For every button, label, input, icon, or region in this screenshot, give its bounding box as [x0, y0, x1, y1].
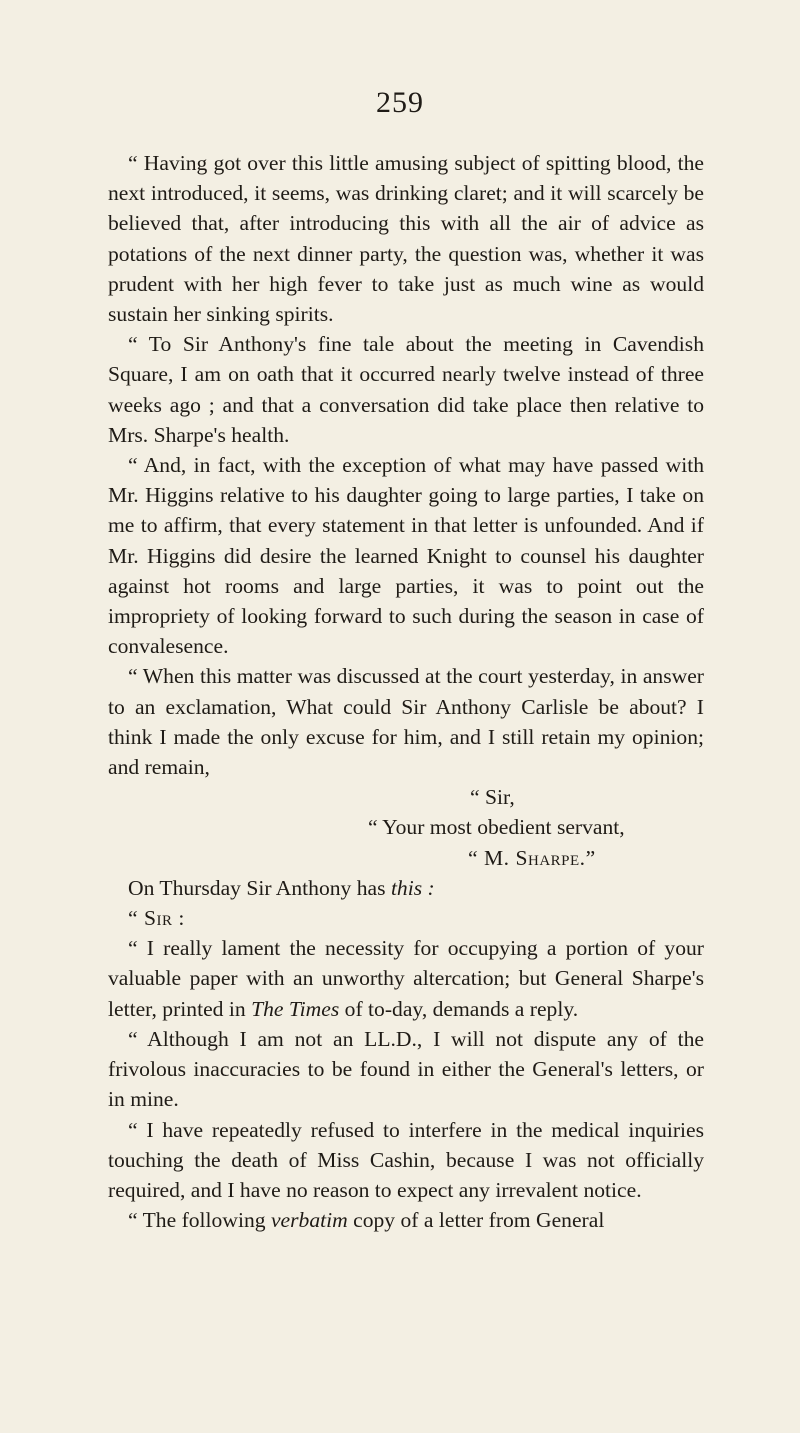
- lament-text-end: of to-day, demands a reply.: [344, 996, 579, 1021]
- paragraph-cavendish-square: “ To Sir Anthony's fine tale about the meeting in Cavendish Square, I am on oath that it occurred nearly twelve instead of three weeks ago ; and that a conversation did take place then relative to Mrs. Sharpe's health.: [108, 332, 704, 447]
- paragraph-claret: “ Having got over this little amusing subject of spitting blood, the next introduced, it seems, was drinking claret; and it will scarcely be believed that, after introducing this with all the air of advice as potations of the next dinner party, the question was, whether it was prudent with her high fever to take just as much wine as would sustain her sinking spirits.: [108, 151, 704, 327]
- paragraph-verbatim: [108, 1205, 704, 1235]
- lament-text-start: “ I really lament the necessity for occupying a portion of your valuable paper with an unworthy altercation; but General Sharpe's letter, printed in: [108, 936, 704, 1021]
- paragraph-cashin: “ I have repeatedly refused to interfere in the medical inquiries touching the death of Miss Cashin, because I was not officially required, and I have no reason to expect any irrevalent notice.: [108, 1117, 704, 1202]
- signature-sharpe: “ M. Sharpe.”: [468, 845, 596, 870]
- thursday-text: On Thursday Sir Anthony has: [128, 875, 386, 900]
- body-text: [108, 148, 704, 1235]
- paragraph-lament: [108, 933, 704, 1024]
- times-italic: The Times: [251, 996, 340, 1021]
- verbatim-text-start: “ The following: [128, 1208, 266, 1233]
- paragraph-lld: “ Although I am not an LL.D., I will not dispute any of the frivolous inaccuracies to be found in either the General's letters, or in mine.: [108, 1026, 704, 1112]
- verbatim-text-end: copy of a letter from General: [353, 1208, 605, 1233]
- thursday-italic: this :: [390, 875, 435, 900]
- paragraph-thursday: [108, 873, 704, 903]
- paragraph-higgins: “ And, in fact, with the exception of what may have passed with Mr. Higgins relative to his daughter going to large parties, I take on me to affirm, that every statement in that letter is unfounded. And if Mr. Higgins did desire the learned Knight to counsel his daughter against hot rooms and large parties, it was to point out the impropriety of looking forward to such during the season in case of convalesence.: [108, 453, 704, 659]
- salutation-sir: “ Sir :: [128, 906, 185, 931]
- page-number: 259: [376, 86, 424, 119]
- closing-servant: “ Your most obedient servant,: [368, 815, 625, 840]
- verbatim-italic: verbatim: [270, 1208, 348, 1233]
- paragraph-court-discussion: “ When this matter was discussed at the court yesterday, in answer to an exclamation, What could Sir Anthony Carlisle be about? I think I made the only excuse for him, and I still retain my opinion; and remain,: [108, 664, 704, 780]
- closing-sir: “ Sir,: [470, 785, 515, 810]
